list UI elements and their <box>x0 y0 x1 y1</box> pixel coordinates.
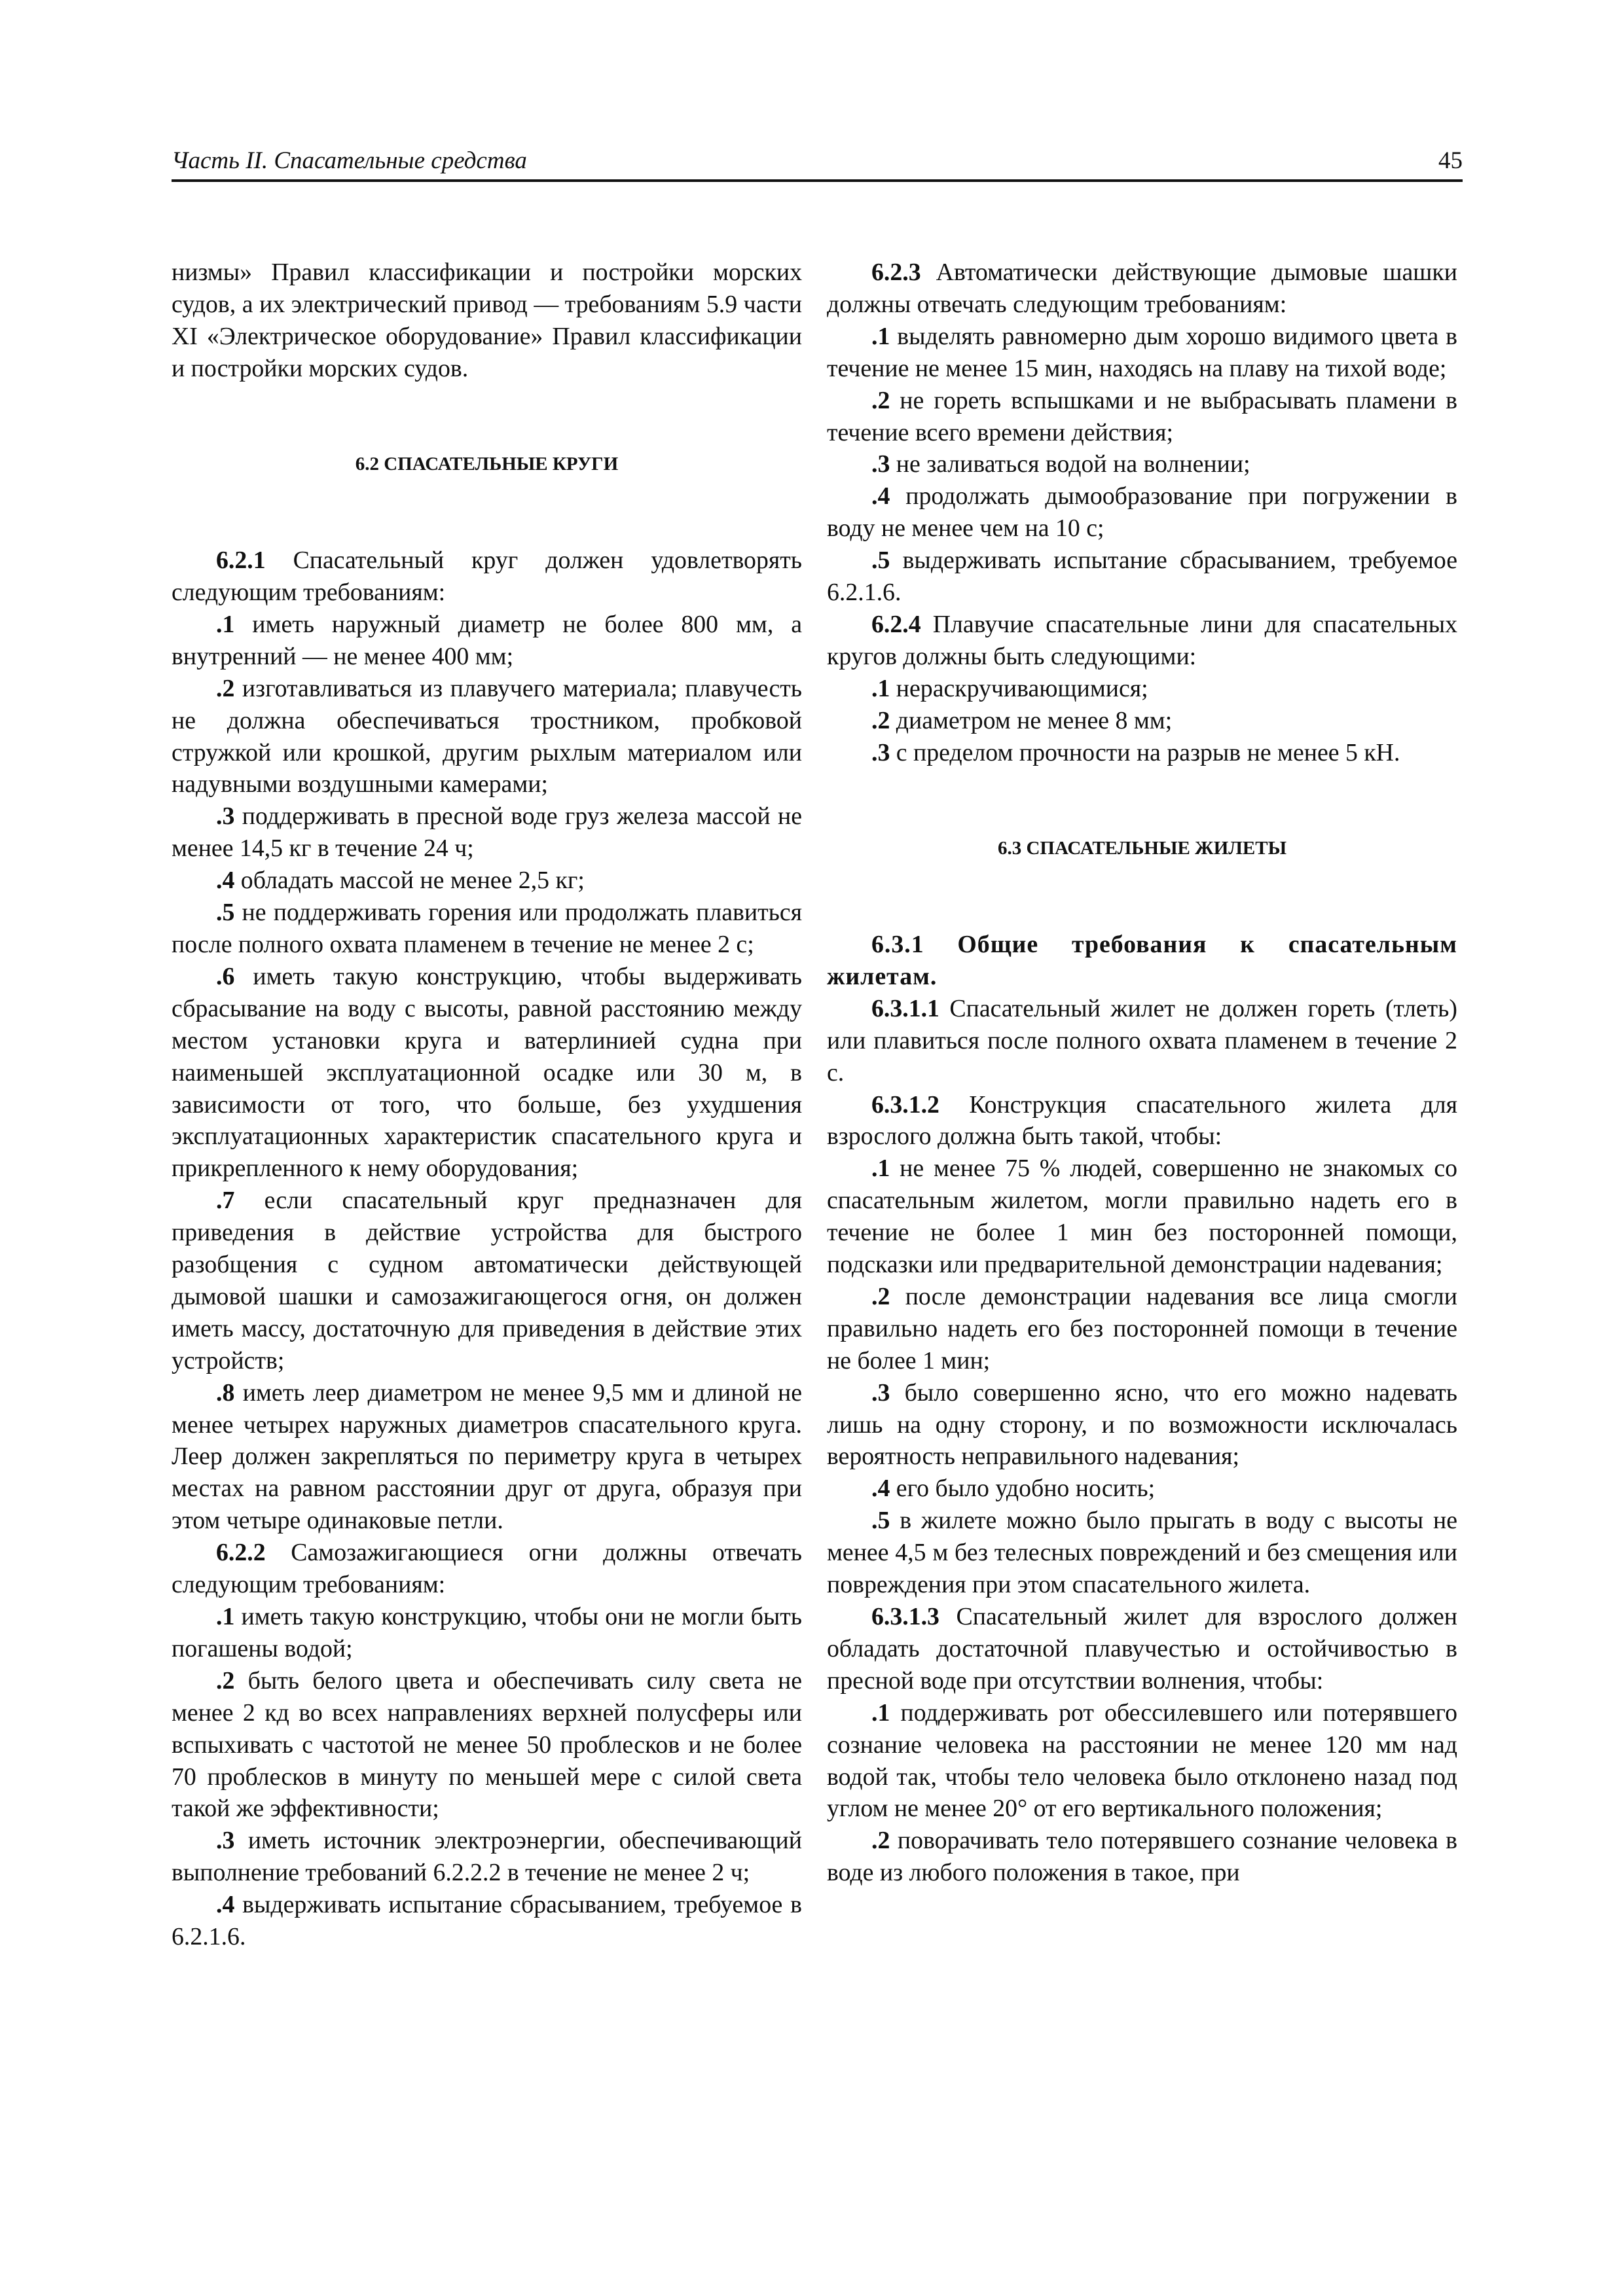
item-text: иметь леер диаметром не менее 9,5 мм и длиной не менее четырех наружных диаметров спасательного круга. Леер должен закрепляться по периметру круга в четырех местах на равном расстоянии друг от друга, образуя при этом четыре одинаковые петли. <box>172 1378 802 1535</box>
item-number: .5 <box>871 1507 890 1535</box>
item-text: нераскручивающимися; <box>890 674 1148 702</box>
item-text: иметь такую конструкцию, чтобы выдерживать сбрасывание на воду с высоты, равной расстоянию между местом установки круга и ватерлинией судна при наименьшей эксплуатационной осадке или 30 м, в зависимости от того, что больше, без ухудшения эксплуатационных характеристик спасательного круга и прикрепленного к нему оборудования; <box>172 962 802 1183</box>
item-text: не гореть вспышками и не выбрасывать пламени в течение всего времени действия; <box>827 386 1457 446</box>
item-text: продолжать дымообразование при погружении в воду не менее чем на 10 с; <box>827 482 1457 543</box>
item-number: .4 <box>216 867 235 895</box>
list-item <box>827 545 1457 609</box>
list-item <box>172 673 802 801</box>
paragraph <box>172 545 802 609</box>
item-text: выдерживать испытание сбрасыванием, требуемое 6.2.1.6. <box>827 547 1457 607</box>
clause-number: 6.2.3 <box>871 259 921 286</box>
item-text: было совершенно ясно, что его можно надевать лишь на одну сторону, и по возможности исключалась вероятность неправильного надевания; <box>827 1378 1457 1471</box>
item-text: не поддерживать горения или продолжать плавиться после полного охвата пламенем в течение не менее 2 с; <box>172 899 802 958</box>
section-heading: 6.3 СПАСАТЕЛЬНЫЕ ЖИЛЕТЫ <box>997 838 1287 859</box>
item-number: .3 <box>871 738 890 766</box>
item-text: не менее 75 % людей, совершенно не знакомых со спасательным жилетом, могли правильно надеть его в течение не более 1 мин без посторонней помощи, подсказки или предварительной демонстрации надевания; <box>827 1155 1457 1279</box>
item-text: в жилете можно было прыгать в воду с высоты не менее 4,5 м без телесных повреждений и без смещения или повреждения при этом спасательного жилета. <box>827 1507 1457 1599</box>
list-item <box>827 673 1457 705</box>
item-text: поддерживать рот обессилевшего или потерявшего сознание человека на расстоянии не менее 120 мм над водой так, чтобы тело человека было отклонено назад под углом не менее 20° от его вертикального положения; <box>827 1698 1457 1823</box>
item-number: .5 <box>216 899 235 927</box>
page-number: 45 <box>1438 147 1463 174</box>
list-item <box>827 1153 1457 1281</box>
item-number: .3 <box>871 450 890 478</box>
item-text: если спасательный круг предназначен для приведения в действие устройства для быстрого разобщения с судном автоматически действующей дымовой шашки и самозажигающегося огня, он должен иметь массу, достаточную для приведения в действие этих устройств; <box>172 1187 802 1374</box>
item-number: .2 <box>216 1666 235 1695</box>
clause-number: 6.3.1.2 <box>871 1090 939 1119</box>
section-heading: 6.2 СПАСАТЕЛЬНЫЕ КРУГИ <box>355 454 619 475</box>
list-item <box>827 1377 1457 1473</box>
item-number: .1 <box>216 1603 235 1630</box>
item-text: иметь наружный диаметр не более 800 мм, а внутренний — не менее 400 мм; <box>172 610 802 670</box>
paragraph <box>827 993 1457 1089</box>
list-item <box>172 609 802 673</box>
left-column <box>172 257 802 1953</box>
paragraph <box>827 1601 1457 1697</box>
clause-number: 6.3.1.1 <box>871 994 939 1022</box>
item-number: .1 <box>871 322 890 350</box>
item-text: после демонстрации надевания все лица смогли правильно надеть его без посторонней помощи в течение не более 1 мин; <box>827 1282 1457 1374</box>
clause-text: Спасательный круг должен удовлетворять следующим требованиям: <box>172 547 802 606</box>
paragraph: низмы» Правил классификации и постройки морских судов, а их электрический привод — требованиям 5.9 части XI «Электрическое оборудование» Правил классификации и постройки морских судов. <box>172 259 802 382</box>
clause-number: 6.3.1.3 <box>871 1603 939 1630</box>
item-number: .6 <box>216 962 235 990</box>
item-number: .4 <box>871 482 890 511</box>
paragraph <box>827 609 1457 673</box>
item-number: .2 <box>871 386 890 414</box>
item-number: .8 <box>216 1378 235 1407</box>
subsection-heading: 6.3.1 Общие требования к спасательным жилетам. <box>827 930 1457 990</box>
item-text: не заливаться водой на волнении; <box>890 450 1250 478</box>
running-title: Часть II. Спасательные средства <box>172 147 527 174</box>
item-text: изготавливаться из плавучего материала; плавучесть не должна обеспечиваться тростником, пробковой стружкой или крошкой, другим рыхлым материалом или надувными воздушными камерами; <box>172 674 802 798</box>
clause-number: 6.2.4 <box>871 610 921 638</box>
item-text: обладать массой не менее 2,5 кг; <box>234 867 585 895</box>
clause-text: Плавучие спасательные лини для спасательных кругов должны быть следующими: <box>827 610 1457 670</box>
paragraph <box>827 257 1457 321</box>
item-number: .1 <box>216 610 235 638</box>
list-item <box>172 1377 802 1537</box>
list-item <box>827 448 1457 480</box>
item-number: .4 <box>216 1891 235 1919</box>
list-item <box>827 1505 1457 1601</box>
clause-text: Спасательный жилет не должен гореть (тлеть) или плавиться после полного охвата пламенем в течение 2 с. <box>827 994 1457 1086</box>
list-item <box>827 1697 1457 1825</box>
list-item <box>172 865 802 897</box>
list-item <box>827 1825 1457 1889</box>
item-number: .2 <box>871 1282 890 1310</box>
item-number: .2 <box>216 674 235 702</box>
list-item <box>172 1889 802 1953</box>
clause-number: 6.2.1 <box>216 547 266 575</box>
item-text: поворачивать тело потерявшего сознание человека в воде из любого положения в такое, при <box>827 1827 1457 1887</box>
item-number: .2 <box>871 1827 890 1855</box>
item-number: .3 <box>216 1827 235 1855</box>
item-text: выделять равномерно дым хорошо видимого цвета в течение не менее 15 мин, находясь на плаву на тихой воде; <box>827 322 1457 382</box>
list-item <box>827 705 1457 737</box>
item-number: .2 <box>871 706 890 734</box>
item-number: .1 <box>871 1698 890 1727</box>
list-item <box>172 1601 802 1665</box>
clause-text: Автоматически действующие дымовые шашки должны отвечать следующим требованиям: <box>827 259 1457 318</box>
item-number: .3 <box>871 1378 890 1407</box>
list-item <box>172 961 802 1185</box>
item-text: быть белого цвета и обеспечивать силу света не менее 2 кд во всех направлениях верхней полусферы или вспыхивать с частотой не менее 50 проблесков и не более 70 проблесков в минуту по меньшей мере с силой света такой же эффективности; <box>172 1666 802 1823</box>
list-item <box>172 897 802 961</box>
item-text: иметь источник электроэнергии, обеспечивающий выполнение требований 6.2.2.2 в течение не менее 2 ч; <box>172 1827 802 1887</box>
clause-number: 6.2.2 <box>216 1539 266 1567</box>
page-header <box>172 145 1463 182</box>
item-number: .1 <box>871 1155 890 1183</box>
item-text: диаметром не менее 8 мм; <box>890 706 1173 734</box>
clause-text: Спасательный жилет для взрослого должен обладать достаточной плавучестью и остойчивостью в пресной воде при отсутствии волнения, чтобы: <box>827 1603 1457 1695</box>
clause-text: Самозажигающиеся огни должны отвечать следующим требованиям: <box>172 1539 802 1599</box>
item-number: .3 <box>216 802 235 831</box>
list-item <box>827 1473 1457 1505</box>
right-column <box>827 257 1457 1889</box>
clause-text: Конструкция спасательного жилета для взрослого должна быть такой, чтобы: <box>827 1090 1457 1151</box>
item-text: поддерживать в пресной воде груз железа массой не менее 14,5 кг в течение 24 ч; <box>172 802 802 863</box>
list-item <box>827 385 1457 449</box>
list-item <box>827 1281 1457 1377</box>
list-item <box>172 800 802 865</box>
item-text: с пределом прочности на разрыв не менее 5 кН. <box>890 738 1400 766</box>
list-item <box>827 321 1457 385</box>
item-number: .7 <box>216 1187 235 1215</box>
item-text: его было удобно носить; <box>890 1475 1156 1503</box>
item-text: иметь такую конструкцию, чтобы они не могли быть погашены водой; <box>172 1603 802 1662</box>
list-item <box>172 1825 802 1889</box>
list-item <box>827 737 1457 769</box>
item-number: .1 <box>871 674 890 702</box>
list-item <box>827 480 1457 545</box>
item-number: .5 <box>871 547 890 575</box>
paragraph <box>172 1537 802 1601</box>
item-number: .4 <box>871 1475 890 1503</box>
paragraph <box>827 1089 1457 1153</box>
list-item <box>172 1665 802 1825</box>
list-item <box>172 1185 802 1376</box>
item-text: выдерживать испытание сбрасыванием, требуемое в 6.2.1.6. <box>172 1891 802 1951</box>
